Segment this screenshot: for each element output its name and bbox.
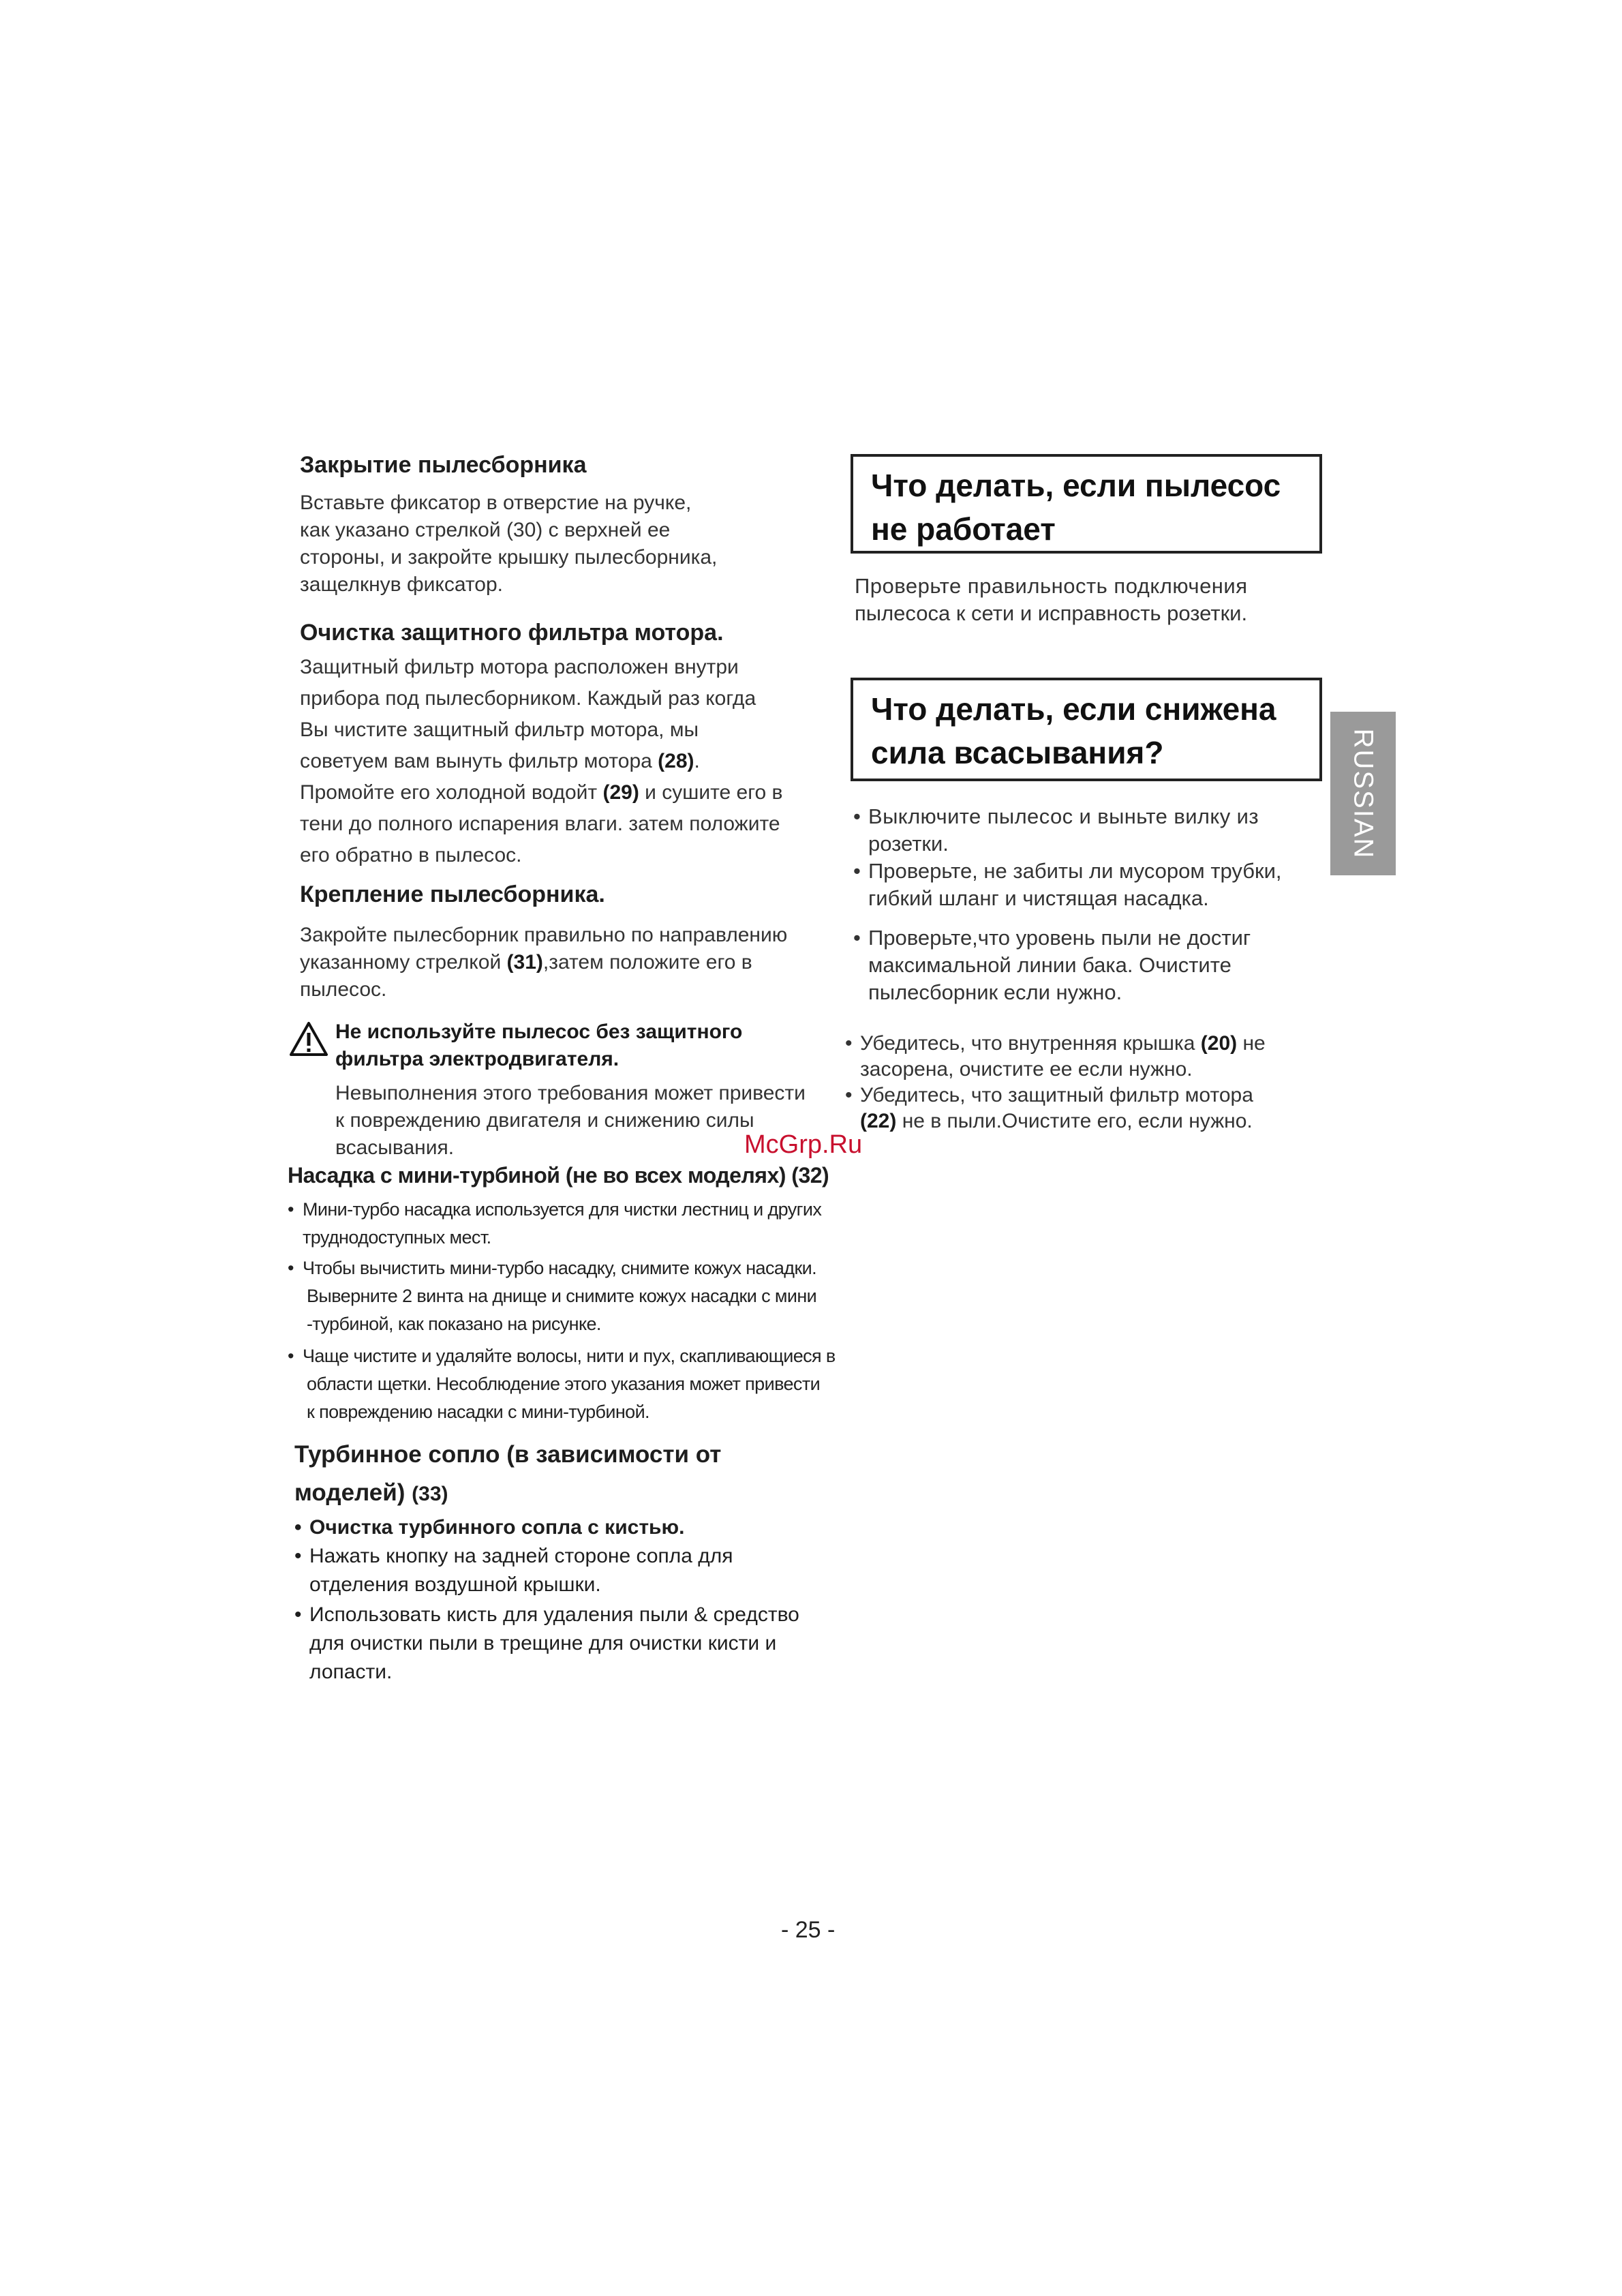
warning-title: фильтра электродвигателя. — [335, 1048, 619, 1070]
list-line: • Выключите пылесос и выньте вилку из — [868, 804, 1259, 828]
list-item — [853, 803, 1330, 858]
para-line: Проверьте правильность подключения — [855, 574, 1248, 598]
list-line: максимальной линии бака. Очистите — [868, 953, 1231, 977]
turbo-nozzle-list — [294, 1513, 840, 1687]
list-item — [288, 1254, 846, 1338]
text-run: не в пыли.Очистите его, если нужно. — [896, 1110, 1253, 1132]
list-item — [845, 1083, 1336, 1134]
heading-mini-turbo — [288, 1160, 846, 1190]
list-line: • Использовать кисть для удаления пыли & средство — [309, 1603, 799, 1626]
list-line: • Чтобы вычистить мини-турбо насадку, снимите кожух насадки. — [303, 1258, 817, 1278]
list-item — [845, 1031, 1336, 1057]
list-line: • Мини-турбо насадка используется для чистки лестниц и других — [303, 1199, 822, 1220]
suction-list-2 — [845, 1031, 1336, 1057]
para-line: Закройте пылесборник правильно по направлению — [300, 924, 788, 946]
section-mini-turbo — [288, 1160, 846, 1426]
list-item — [294, 1601, 840, 1687]
warning-title: Не используйте пылесос без защитного — [335, 1021, 743, 1043]
text-run: Убедитесь, что внутренняя крышка — [860, 1032, 1201, 1055]
heading-dust-container-mount: Крепление пылесборника. — [300, 881, 605, 907]
ref-number: (31) — [506, 951, 543, 973]
box-title: Что делать, если пылесос — [871, 468, 1281, 503]
text-run: советуем вам вынуть фильтр мотора — [300, 750, 658, 772]
heading-closing-dust-container: Закрытие пылесборника — [300, 452, 587, 478]
list-item — [294, 1513, 840, 1542]
heading-box-not-working — [851, 454, 1322, 554]
list-line: пылесборник если нужно. — [868, 980, 1122, 1004]
para-line: тени до полного испарения влаги. затем положите — [300, 813, 780, 835]
list-line: отделения воздушной крышки. — [309, 1573, 601, 1596]
text-run: Насадка с мини-турбиной (не во всех моделях) — [288, 1163, 792, 1188]
para-line — [300, 949, 845, 976]
para-line: пылесос. — [300, 978, 387, 1001]
heading-turbo-nozzle: Турбинное сопло (в зависимости от — [294, 1441, 722, 1468]
list-item — [288, 1342, 846, 1426]
para-line: стороны, и закройте крышку пылесборника, — [300, 546, 718, 569]
list-line: • Чаще чистите и удаляйте волосы, нити и пух, скапливающиеся в — [303, 1346, 836, 1366]
text-run: указанному стрелкой — [300, 951, 507, 973]
language-tab-label: RUSSIAN — [1348, 728, 1379, 859]
section-check-connection — [855, 573, 1332, 627]
box-title: не работает — [871, 511, 1056, 547]
para-line — [300, 777, 845, 809]
section-turbo-nozzle — [294, 1436, 840, 1687]
para-line: к повреждению двигателя и снижению силы — [335, 1109, 754, 1132]
ref-number: (29) — [602, 781, 639, 804]
para-line: его обратно в пылесос. — [300, 844, 522, 866]
list-line: гибкий шланг и чистящая насадка. — [868, 886, 1209, 910]
section-dust-container-mount — [300, 879, 845, 1003]
text-run: и сушите его в — [639, 781, 783, 804]
ref-number: (22) — [860, 1110, 897, 1132]
list-item — [853, 924, 1330, 1006]
list-line: • Очистка турбинного сопла с кистью. — [309, 1516, 685, 1539]
ref-number: (28) — [658, 750, 694, 772]
para-line: Вы чистите защитный фильтр мотора, мы — [300, 719, 699, 741]
list-line: • Убедитесь, что защитный фильтр мотора — [860, 1084, 1253, 1106]
para-line: защелкнув фиксатор. — [300, 573, 503, 596]
box-title: сила всасывания? — [871, 735, 1164, 770]
section-closing-dust-container — [300, 450, 818, 599]
section-low-suction-tips — [853, 803, 1330, 1006]
para-line: прибора под пылесборником. Каждый раз когда — [300, 687, 756, 710]
list-line: • Проверьте, не забиты ли мусором трубки, — [868, 859, 1282, 883]
warning-icon — [289, 1021, 328, 1057]
list-line: к повреждению насадки с мини-турбиной. — [307, 1402, 649, 1422]
list-line: Выверните 2 винта на днище и снимите кожух насадки с мини — [307, 1286, 817, 1306]
list-line: труднодоступных мест. — [303, 1227, 491, 1248]
ref-number: (20) — [1200, 1032, 1238, 1055]
language-tab — [1330, 712, 1396, 875]
para-line: Невыполнения этого требования может привести — [335, 1082, 806, 1104]
section-motor-filter — [300, 618, 845, 871]
list-line: розетки. — [868, 832, 949, 856]
list-line: • Нажать кнопку на задней стороне сопла для — [309, 1545, 733, 1567]
heading-box-low-suction — [851, 678, 1322, 781]
text-run: не — [1237, 1032, 1266, 1055]
para-line: как указано стрелкой (30) с верхней ее — [300, 519, 671, 541]
para-line: Вставьте фиксатор в отверстие на ручке, — [300, 492, 692, 514]
section-internal-checks — [845, 1031, 1336, 1134]
list-line: лопасти. — [309, 1661, 393, 1683]
list-line — [860, 1031, 1336, 1057]
suction-list-3 — [845, 1083, 1336, 1134]
text-run: Промойте его холодной водойт — [300, 781, 603, 804]
text-run: ,затем положите его в — [542, 951, 752, 973]
mini-turbo-list — [288, 1196, 846, 1426]
text-run: моделей) — [294, 1479, 412, 1506]
heading-motor-filter: Очистка защитного фильтра мотора. — [300, 620, 724, 646]
para-line: Защитный фильтр мотора расположен внутри — [300, 656, 739, 678]
ref-number: (33) — [412, 1483, 448, 1505]
list-line: -турбиной, как показано на рисунке. — [307, 1314, 601, 1334]
list-line — [860, 1108, 1336, 1134]
para-line — [300, 746, 845, 777]
list-item — [853, 858, 1330, 912]
list-line: • Проверьте,что уровень пыли не достиг — [868, 926, 1251, 950]
list-item — [294, 1542, 840, 1599]
heading-turbo-nozzle — [294, 1474, 840, 1513]
list-item — [288, 1196, 846, 1252]
page-number: - 25 - — [781, 1917, 836, 1943]
watermark: McGrp.Ru — [744, 1130, 863, 1159]
ref-number: (32) — [791, 1163, 829, 1188]
text-run: . — [694, 750, 700, 772]
box-title: Что делать, если снижена — [871, 691, 1276, 727]
para-line: пылесоса к сети и исправность розетки. — [855, 601, 1248, 625]
list-line: засорена, очистите ее если нужно. — [860, 1058, 1193, 1081]
suction-list-1 — [853, 803, 1330, 1006]
list-line: области щетки. Несоблюдение этого указания может привести — [307, 1374, 821, 1394]
list-line: для очистки пыли в трещине для очистки кисти и — [309, 1632, 777, 1655]
para-line: всасывания. — [335, 1136, 455, 1159]
